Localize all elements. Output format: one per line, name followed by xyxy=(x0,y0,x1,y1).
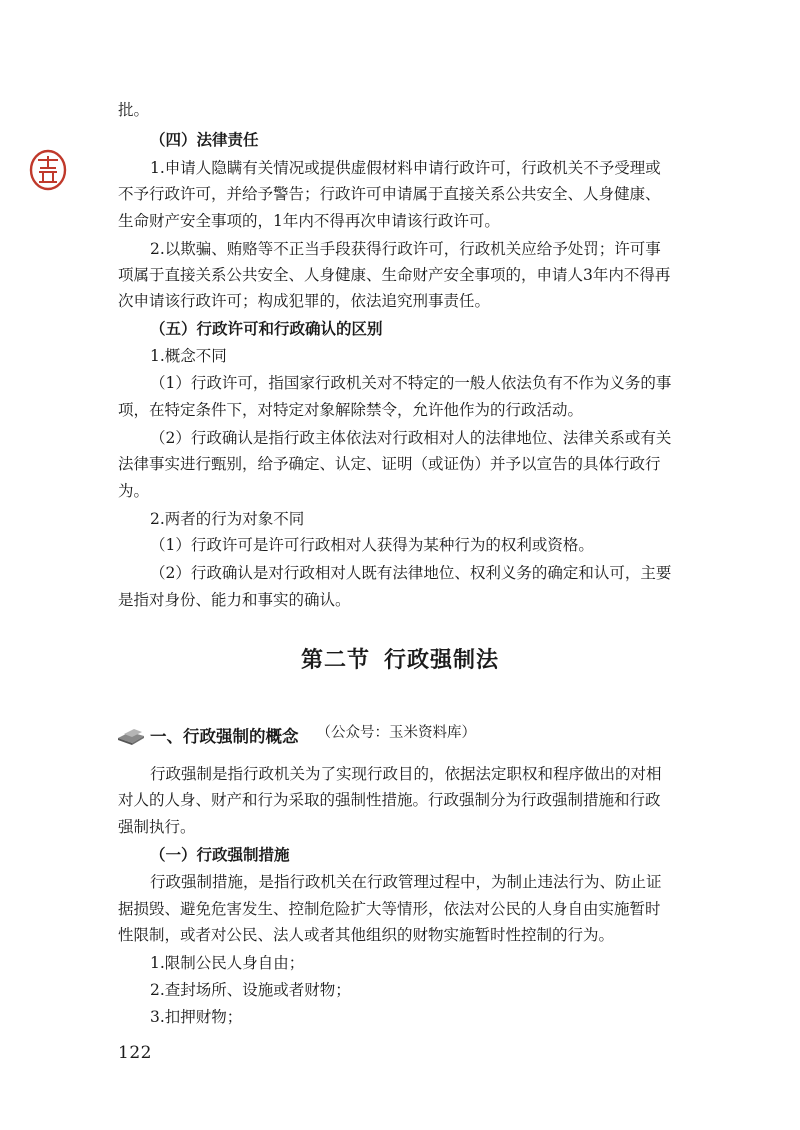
heading-row xyxy=(116,720,696,750)
list-item: 1.限制公民人身自由； xyxy=(150,954,305,972)
list-item: 3.扣押财物； xyxy=(150,1008,243,1026)
paragraph-line: 是指对身份、能力和事实的确认。 xyxy=(118,591,351,609)
heading-note: （公众号：玉米资料库） xyxy=(316,724,476,741)
paragraph-line: 2.以欺骗、贿赂等不正当手段获得行政许可，行政机关应给予处罚；许可事 xyxy=(150,240,661,258)
paragraph-line: 项属于直接关系公共安全、人身健康、生命财产安全事项的，申请人3年内不得再 xyxy=(118,266,671,284)
list-item: 2.查封场所、设施或者财物； xyxy=(150,981,351,999)
paragraph-line: 2.两者的行为对象不同 xyxy=(150,510,305,528)
page-number: 122 xyxy=(118,1043,152,1063)
paragraph-line: 对人的人身、财产和行为采取的强制性措施。行政强制分为行政强制措施和行政 xyxy=(118,791,661,809)
paragraph-line: 性限制，或者对公民、法人或者其他组织的财物实施暂时性控制的行为。 xyxy=(118,926,615,944)
paragraph-line: （1）行政许可是许可行政相对人获得为某种行为的权利或资格。 xyxy=(150,536,594,554)
paragraph-line: 1.申请人隐瞒有关情况或提供虚假材料申请行政许可，行政机关不予受理或 xyxy=(150,159,661,177)
paragraph-line: 为。 xyxy=(118,482,150,500)
paragraph-line: 行政强制措施，是指行政机关在行政管理过程中，为制止违法行为、防止证 xyxy=(150,873,662,891)
section-name: 行政强制法 xyxy=(384,648,500,673)
subheading-measures: （一）行政强制措施 xyxy=(150,846,290,864)
heading-concept: 一、行政强制的概念 xyxy=(150,727,299,746)
section-number: 第二节 xyxy=(300,648,370,673)
section-title xyxy=(0,648,800,674)
paragraph-line: 法律事实进行甄别，给予确定、认定、证明（或证伪）并予以宣告的具体行政行 xyxy=(118,455,661,473)
book-icon xyxy=(116,724,146,746)
subheading-difference: （五）行政许可和行政确认的区别 xyxy=(150,320,383,338)
paragraph-line: 强制执行。 xyxy=(118,818,196,836)
paragraph-line: 行政强制是指行政机关为了实现行政目的，依据法定职权和程序做出的对相 xyxy=(150,765,662,783)
paragraph-line: 批。 xyxy=(118,101,150,119)
paragraph-line: 不予行政许可，并给予警告；行政许可申请属于直接关系公共安全、人身健康、 xyxy=(118,185,661,203)
paragraph-line: 生命财产安全事项的，1年内不得再次申请该行政许可。 xyxy=(118,212,500,230)
paragraph-line: 据损毁、避免危害发生、控制危险扩大等情形，依法对公民的人身自由实施暂时 xyxy=(118,900,661,918)
paragraph-line: （2）行政确认是对行政相对人既有法律地位、权利义务的确定和认可，主要 xyxy=(150,564,672,582)
paragraph-line: （1）行政许可，指国家行政机关对不特定的一般人依法负有不作为义务的事 xyxy=(150,374,672,392)
paragraph-line: 1.概念不同 xyxy=(150,347,227,365)
subheading-legal-liability: （四）法律责任 xyxy=(150,131,259,149)
seal-stamp-icon xyxy=(28,148,68,192)
paragraph-line: 项，在特定条件下，对特定对象解除禁令，允许他作为的行政活动。 xyxy=(118,401,584,419)
paragraph-line: 次申请该行政许可；构成犯罪的，依法追究刑事责任。 xyxy=(118,292,491,310)
paragraph-line: （2）行政确认是指行政主体依法对行政相对人的法律地位、法律关系或有关 xyxy=(150,429,672,447)
